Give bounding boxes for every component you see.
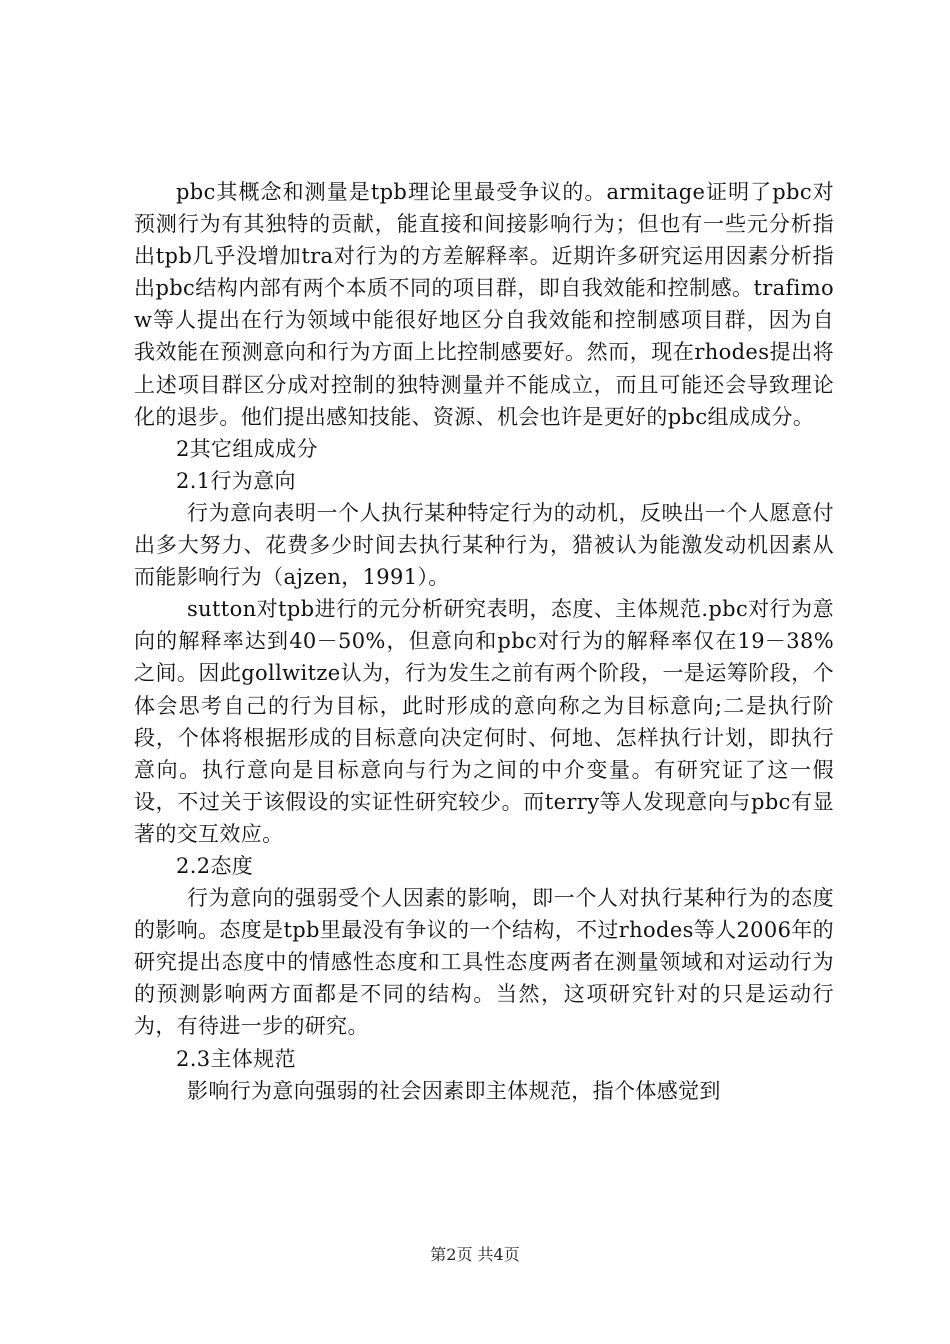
paragraph-sutton-meta-analysis: sutton对tpb进行的元分析研究表明，态度、主体规范.pbc对行为意向的解释率达到40－50%，但意向和pbc对行为的解释率仅在19－38%之间。因此gollwitze认为，行为发生之前有两个阶段，一是运筹阶段，个体会思考自己的行为目标，此时形成的意向称之为目标意向;二是执行阶段，个体将根据形成的目标意向决定何时、何地、怎样执行计划，即执行意向。执行意向是目标意向与行为之间的中介变量。有研究证了这一假设，不过关于该假设的实证性研究较少。而terry等人发现意向与pbc有显著的交互效应。 [134,597,834,846]
page-footer: 第2页 共4页 [430,1245,520,1264]
section-heading-other-components: 2其它组成成分 [176,436,318,461]
subsection-heading-subjective-norm: 2.3主体规范 [176,1046,296,1071]
paragraph-pbc-controversy: pbc其概念和测量是tpb理论里最受争议的。armitage证明了pbc对预测行为有其独特的贡献，能直接和间接影响行为；但也有一些元分析指出tpb几乎没增加tra对行为的方差解释率。近期许多研究运用因素分析指出pbc结构内部有两个本质不同的项目群，即自我效能和控制感。trafimow等人提出在行为领域中能很好地区分自我效能和控制感项目群，因为自我效能在预测意向和行为方面上比控制感要好。然而，现在rhodes提出将上述项目群区分成对控制的独特测量并不能成立，而且可能还会导致理论化的退步。他们提出感知技能、资源、机会也许是更好的pbc组成成分。 [134,180,834,429]
paragraph-attitude: 行为意向的强弱受个人因素的影响，即一个人对执行某种行为的态度的影响。态度是tpb里最没有争议的一个结构，不过rhodes等人2006年的研究提出态度中的情感性态度和工具性态度两者在测量领域和对运动行为的预测影响两方面都是不同的结构。当然，这项研究针对的只是运动行为，有待进一步的研究。 [134,886,834,1039]
subsection-heading-attitude: 2.2态度 [176,853,254,878]
subsection-heading-behavioral-intention: 2.1行为意向 [176,468,296,493]
paragraph-subjective-norm: 影响行为意向强弱的社会因素即主体规范，指个体感觉到 [187,1078,721,1103]
paragraph-intention-definition: 行为意向表明一个人执行某种特定行为的动机，反映出一个人愿意付出多大努力、花费多少时间去执行某种行为，猎被认为能激发动机因素从而能影响行为（ajzen，1991）。 [134,500,834,590]
document-body [134,176,834,1107]
